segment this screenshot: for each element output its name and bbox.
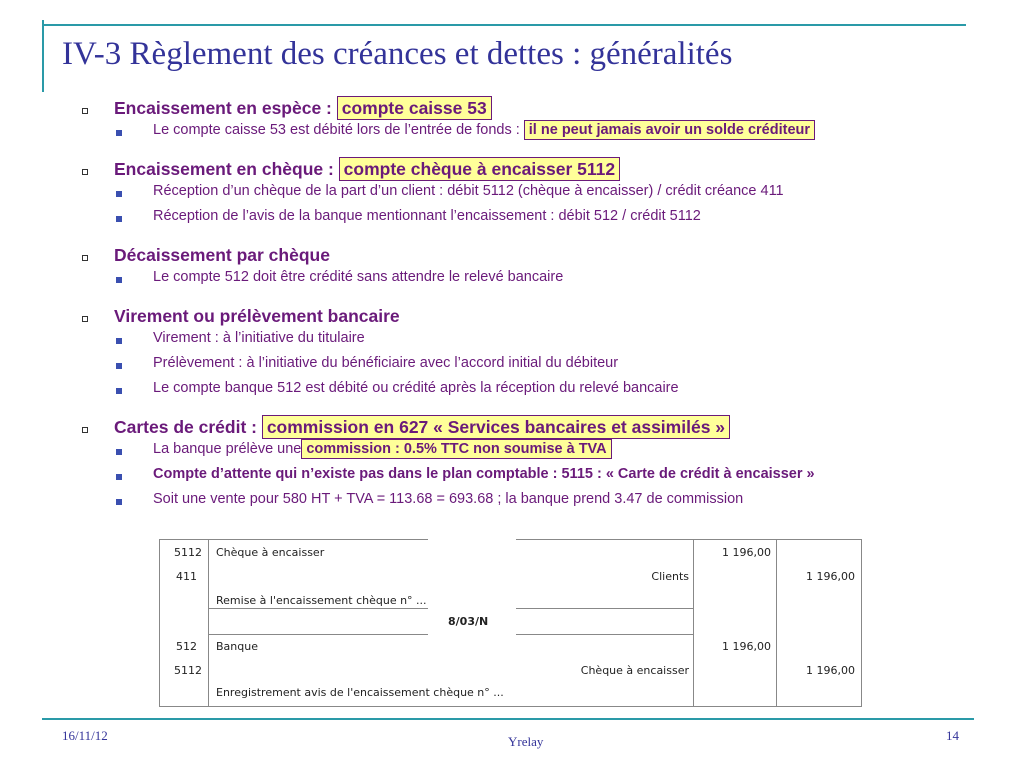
sub-bullet-text: Le compte banque 512 est débité ou crédité après la réception du relevé bancaire [153, 380, 679, 396]
page-number: 14 [946, 728, 959, 743]
sub-bullet [78, 122, 1008, 147]
highlight-box: commission : 0.5% TTC non soumise à TVA [301, 439, 611, 459]
footer-author: Yrelay [508, 734, 544, 749]
sub-bullet [78, 183, 1008, 208]
row-divider [516, 608, 693, 609]
entry-date: 8/03/N [448, 615, 489, 628]
bullet-lead: Cartes de crédit : [114, 417, 262, 437]
footer-divider [42, 718, 974, 720]
entry-description: Remise à l'encaissement chèque n° ... [216, 594, 427, 607]
debit-amount: 1 196,00 [722, 640, 771, 653]
row-divider [208, 634, 428, 635]
filled-square-bullet-icon [116, 474, 122, 480]
filled-square-bullet-icon [116, 277, 122, 283]
square-bullet-icon [82, 108, 88, 114]
sub-bullet-text: Compte d’attente qui n’existe pas dans le plan comptable : 5115 : « Carte de crédit à encaisser » [153, 466, 815, 482]
square-bullet-icon [82, 255, 88, 261]
account-number: 512 [176, 640, 197, 653]
account-label: Chèque à encaisser [216, 546, 325, 559]
filled-square-bullet-icon [116, 499, 122, 505]
sub-bullet [78, 355, 1008, 380]
sub-bullet [78, 441, 1008, 466]
account-label: Clients [651, 570, 689, 583]
sub-bullet [78, 466, 1008, 491]
entry-description: Enregistrement avis de l'encaissement chèque n° ... [216, 686, 504, 699]
sub-bullet-text: Réception de l’avis de la banque mentionnant l’encaissement : débit 512 / crédit 5112 [153, 208, 701, 224]
sub-bullet [78, 330, 1008, 355]
slide-title: IV-3 Règlement des créances et dettes : généralités [62, 36, 733, 72]
title-accent-vertical [42, 20, 44, 92]
square-bullet-icon [82, 316, 88, 322]
bullet-cartes-credit [78, 417, 1008, 441]
bullet-lead: Encaissement en chèque : [114, 159, 339, 179]
account-number: 411 [176, 570, 197, 583]
sub-bullet [78, 380, 1008, 405]
row-divider [516, 634, 693, 635]
highlight-box: il ne peut jamais avoir un solde créditeur [524, 120, 815, 140]
sub-bullet-text: Prélèvement : à l’initiative du bénéficiaire avec l’accord initial du débiteur [153, 355, 619, 371]
account-number: 5112 [174, 664, 202, 677]
column-divider [776, 540, 777, 706]
column-divider [208, 540, 209, 706]
sub-bullet-text: Réception d’un chèque de la part d’un client : débit 5112 (chèque à encaisser) / crédit créance 411 [153, 183, 784, 199]
highlight-box: commission en 627 « Services bancaires et assimilés » [262, 415, 730, 439]
sub-bullet [78, 269, 1008, 294]
sub-bullet [78, 208, 1008, 233]
column-divider [693, 540, 694, 706]
account-number: 5112 [174, 546, 202, 559]
debit-amount: 1 196,00 [722, 546, 771, 559]
filled-square-bullet-icon [116, 130, 122, 136]
sub-bullet-text: Soit une vente pour 580 HT + TVA = 113.68 = 693.68 ; la banque prend 3.47 de commission [153, 491, 744, 507]
bullet-lead: Décaissement par chèque [114, 245, 330, 265]
bullet-lead: Virement ou prélèvement bancaire [114, 306, 400, 326]
sub-bullet-text: Le compte 512 doit être crédité sans attendre le relevé bancaire [153, 269, 564, 285]
sub-bullet [78, 491, 1008, 516]
square-bullet-icon [82, 427, 88, 433]
square-bullet-icon [82, 169, 88, 175]
sub-bullet-text: Le compte caisse 53 est débité lors de l’entrée de fonds : [153, 122, 524, 138]
credit-amount: 1 196,00 [806, 664, 855, 677]
journal-entry-table [159, 539, 862, 707]
filled-square-bullet-icon [116, 449, 122, 455]
filled-square-bullet-icon [116, 338, 122, 344]
credit-amount: 1 196,00 [806, 570, 855, 583]
filled-square-bullet-icon [116, 388, 122, 394]
bullet-encaissement-cheque [78, 159, 1008, 183]
filled-square-bullet-icon [116, 363, 122, 369]
filled-square-bullet-icon [116, 216, 122, 222]
account-label: Chèque à encaisser [580, 664, 689, 677]
bullet-virement-prelevement [78, 306, 1008, 330]
sub-bullet-text: Virement : à l’initiative du titulaire [153, 330, 365, 346]
bullet-list [78, 98, 1008, 516]
filled-square-bullet-icon [116, 191, 122, 197]
bullet-encaissement-espece [78, 98, 1008, 122]
sub-bullet-text: La banque prélève une [153, 441, 302, 457]
account-label: Banque [216, 640, 258, 653]
footer-date: 16/11/12 [62, 728, 108, 743]
highlight-box: compte chèque à encaisser 5112 [339, 157, 620, 181]
highlight-box: compte caisse 53 [337, 96, 492, 120]
bullet-lead: Encaissement en espèce : [114, 98, 337, 118]
row-divider [208, 608, 428, 609]
bullet-decaissement-cheque [78, 245, 1008, 269]
title-accent-horizontal [42, 24, 966, 26]
